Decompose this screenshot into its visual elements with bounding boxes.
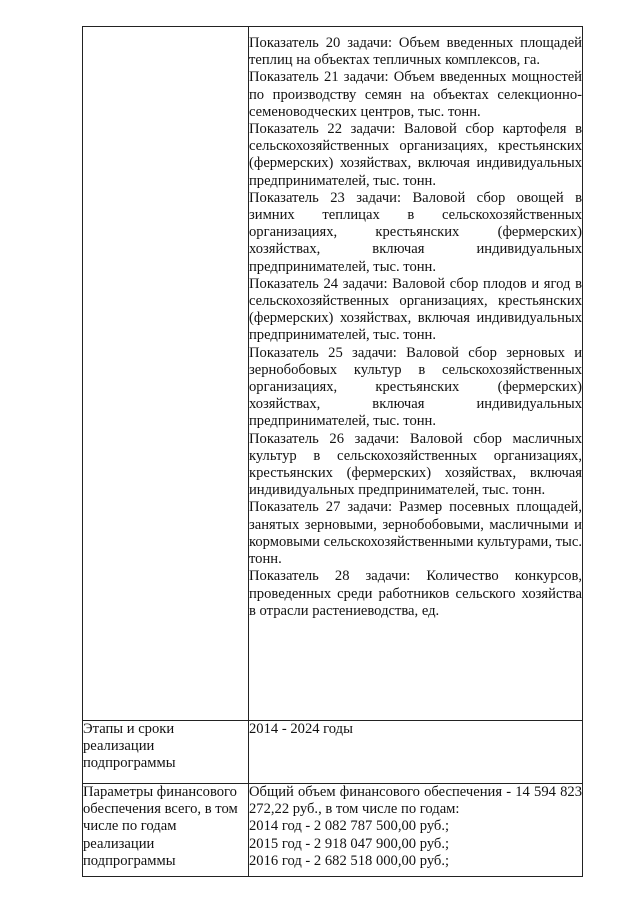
- table-row: [83, 721, 583, 784]
- finance-cell: [249, 784, 583, 877]
- finance-intro: Общий объем финансового обеспечения - 14 594 823 272,22 руб., в том числе по годам:: [249, 784, 582, 818]
- finance-label: Параметры финансового обеспечения всего, в том числе по годам реализации подпрограммы: [83, 784, 249, 877]
- table-row: [83, 784, 583, 877]
- subprogram-passport-table: [82, 26, 583, 877]
- indicator-24: Показатель 24 задачи: Валовой сбор плодов и ягод в сельскохозяйственных организациях, крестьянских (фермерских) хозяйствах, включая индивидуальных предпринимателей, тыс. тонн.: [249, 275, 582, 344]
- indicator-26: Показатель 26 задачи: Валовой сбор масличных культур в сельскохозяйственных организациях, крестьянских (фермерских) хозяйствах, включая индивидуальных предпринимателей, тыс. тонн.: [249, 430, 582, 499]
- finance-year-2016: 2016 год - 2 682 518 000,00 руб.;: [249, 852, 450, 869]
- indicators-cell: [249, 27, 583, 721]
- table-row: [83, 27, 583, 721]
- indicator-28: Показатель 28 задачи: Количество конкурсов, проведенных среди работников сельского хозяйства в отрасли растениеводства, ед.: [249, 568, 582, 619]
- indicator-21: Показатель 21 задачи: Объем введенных мощностей по производству семян на объектах селекционно-семеноводческих центров, тыс. тонн.: [249, 69, 582, 120]
- empty-label-cell: [83, 27, 249, 721]
- indicator-27: Показатель 27 задачи: Размер посевных площадей, занятых зерновыми, зернобобовыми, масличными и кормовыми сельскохозяйственными культурами, тыс. тонн.: [249, 499, 582, 568]
- indicator-25: Показатель 25 задачи: Валовой сбор зерновых и зернобобовых культур в сельскохозяйственных организациях, крестьянских (фермерских) хозяйствах, включая индивидуальных предпринимателей, тыс. тонн.: [249, 344, 582, 430]
- finance-year-2015: 2015 год - 2 918 047 900,00 руб.;: [249, 835, 450, 852]
- indicator-23: Показатель 23 задачи: Валовой сбор овощей в зимних теплицах в сельскохозяйственных организациях, крестьянских (фермерских) хозяйствах, включая индивидуальных предпринимателей, тыс. тонн.: [249, 189, 582, 275]
- finance-year-2014: 2014 год - 2 082 787 500,00 руб.;: [249, 818, 450, 835]
- stages-value: 2014 - 2024 годы: [249, 721, 583, 784]
- indicator-20: Показатель 20 задачи: Объем введенных площадей теплиц на объектах тепличных комплексов, га.: [249, 35, 582, 69]
- indicator-22: Показатель 22 задачи: Валовой сбор картофеля в сельскохозяйственных организациях, крестьянских (фермерских) хозяйствах, включая индивидуальных предпринимателей, тыс. тонн.: [249, 121, 582, 189]
- stages-label: Этапы и сроки реализации подпрограммы: [83, 721, 249, 784]
